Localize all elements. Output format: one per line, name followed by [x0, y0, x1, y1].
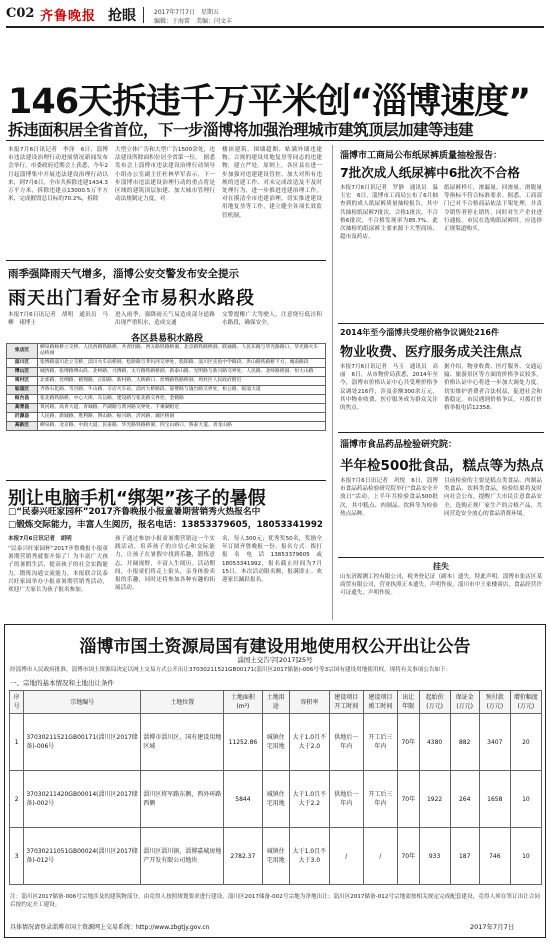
column-divider [332, 145, 333, 620]
table-cell: 933 [419, 828, 450, 885]
table-row [7, 422, 326, 431]
food-headline: 半年检500批食品，糕点等为热点 [340, 458, 544, 474]
table-cell: 开工后三年内 [363, 771, 397, 828]
divider [6, 140, 544, 141]
divider [6, 480, 326, 481]
land-notice-docno: 淄国土交告字[2017]25号 [237, 656, 313, 664]
land-notice-footnote: 注：淄川区2017储备-006号宗地涉及的建筑物部分，由竞得人按照规划要求进行建设。淄川区2017储备-002号宗地为净地出让；淄川区2017储备-012号宗地需按相关规定完成配套建设，竞得人须在签订出让合同后按约定开工建设。 [10, 894, 540, 909]
table-row [7, 344, 326, 359]
table-cell: 1922 [419, 771, 450, 828]
divider [338, 323, 544, 324]
table-cell: 70年 [397, 828, 419, 885]
weather-col-3: 交警提醒广大驾驶人，注意绕行低洼积水路段，确保安全。 [222, 312, 322, 327]
summer-col-3: 名，每人300元；优秀奖50名，奖励全年订阅齐鲁晚报一份。报名方式：拨打报名电话13853379605或18053341992，报名截止时间为7月15日。本次活动限名额，报满即止。欢迎家长踊跃报名。 [222, 536, 322, 584]
roads-cell: 柳泉路、北京路、中润大道、民泰路、华光路铁路桥洞、四宝山路口、鲁泰大道、青龙山路 [38, 422, 326, 431]
table-cell: 供地后一年内 [329, 714, 363, 771]
table-cell: 大于1.0且不大于2.2 [290, 771, 330, 828]
editor-line: 编辑：于海雷 美编：闫文丰 [154, 18, 233, 25]
table-cell: 70年 [397, 771, 419, 828]
district-cell: 张店区 [7, 344, 38, 359]
table-cell: 淄川区将军路东侧，西外环路西侧 [141, 771, 224, 828]
table-cell: 264 [450, 771, 479, 828]
table-cell: 2782.37 [224, 828, 262, 885]
roads-cell: 张北路铁路桥、中心大街、东岳路、建设路与张北路交界处、金鹤路 [38, 395, 326, 404]
waterlog-table-title: 各区县易积水路段 [130, 334, 203, 344]
column-header: 建设项目开工时间 [329, 691, 363, 714]
table-row [7, 386, 326, 395]
table-row [7, 395, 326, 404]
divider [338, 557, 544, 558]
table-cell: 大于1.0且不大于2.0 [290, 714, 330, 771]
summer-headline: 别让电脑手机“绑架”孩子的暑假 [8, 488, 266, 509]
table-cell: 10 [510, 771, 541, 828]
table-cell: 5844 [224, 771, 262, 828]
lead-headline: 146天拆违千万平米创“淄博速度” [8, 82, 531, 122]
price-col-2: 据介绍，物业收费、医疗服务、交通运输、旅游景区等方面的价格争议较多。价格认证中心将进一步加大调处力度，切实维护消费者合法权益，促进社会和谐稳定。市民遇到价格争议，可拨打价格举报电话12358。 [444, 364, 542, 412]
diaper-kicker: 淄博市工商局公布纸尿裤质量抽检报告： [340, 151, 503, 161]
summer-col-2: 孩子通过参加小报童暑期营销这一个实践活动，培养孩子的自信心和交际能力，让孩子在暑假中找到乐趣，锻炼意志，开阔视野，丰富人生阅历。活动期间，小报童们将走上街头，亲身体验卖报的乐趣，同时还将参加各种有趣的拓展活动。 [115, 536, 215, 592]
table-cell: 1 [10, 714, 24, 771]
table-row [10, 771, 542, 828]
roads-cell: 城西路、张博路博山段、北岭路、兴博路、太行路铁路桥洞、新泰山路、光明路与新兴路交界处、人民路、北岭路桥洞、恒大山路 [38, 368, 326, 377]
roads-cell: 人民路、新城路、胜利路、荆山路、振兴路、沂河路、城区桥洞 [38, 413, 326, 422]
table-cell: 37030211420GB00014(淄川区2017储备)-002号 [24, 771, 141, 828]
table-cell: 4380 [419, 714, 450, 771]
district-cell: 博山区 [7, 368, 38, 377]
food-col-1: 本报7月6日讯记者 巩悦 6日，淄博市食品药品检验研究院举行“食品安全开放日”活动，上半年共检验食品500批次，其中糕点、肉制品、饮料等为检验热点品种。 [340, 478, 438, 517]
table-row [7, 359, 326, 368]
district-cell: 沂源县 [7, 413, 38, 422]
district-cell: 淄川区 [7, 359, 38, 368]
district-cell: 高新区 [7, 422, 38, 431]
summer-byline: 本报7月6日讯记者 胡明 [8, 536, 72, 542]
table-cell: 187 [450, 828, 479, 885]
land-notice-intro: 经淄博市人民政府批准，淄博市国土资源局决定以网上交易方式公开出让37030211521GB00171(淄川区2017储备)-006号等3宗国有建设用地使用权。现将有关事项公告如下： [10, 667, 452, 673]
summer-subhead-1: □“民泰兴旺家园杯”2017齐鲁晚报小报童暑期营销秀火热报名中 [8, 507, 261, 517]
column-header: 建设项目竣工时间 [363, 691, 397, 714]
divider [338, 432, 544, 433]
district-cell: 高青县 [7, 404, 38, 413]
table-cell: 城镇住宅用地 [262, 714, 290, 771]
column-header: 序号 [10, 691, 24, 714]
column-header: 容积率 [290, 691, 330, 714]
date-line: 2017年7月7日 星期五 [154, 9, 219, 16]
land-parcel-table [9, 690, 542, 885]
column-header: 保证金(万元) [450, 691, 479, 714]
table-row [7, 377, 326, 386]
divider [6, 260, 326, 261]
table-cell: 20 [510, 714, 541, 771]
table-row [7, 404, 326, 413]
roads-cell: 柳泉路杨桥立交桥、人民西路铁路桥、共青团路、西五路铁路桥洞、北京路铁路桥洞、联通路、人民东路与华光路路口、华光路火车站桥洞 [38, 344, 326, 359]
weather-kicker: 雨季强降雨天气增多，淄博公安交警发布安全提示 [8, 268, 239, 280]
diaper-col-2: 纸尿裤样片，渗漏量、回渗量、滑脱量等指标不符合标准要求。据悉，工商部门已对不合格商品依法下架处理，并责令销售者停止销售，同时对生产企业进行通报。市民在选购纸尿裤时，应选择正规渠道购买。 [444, 185, 542, 233]
table-row [10, 714, 542, 771]
table-cell: 746 [479, 828, 510, 885]
lead-col-3: 楼顶建筑、围墙超期、贴满外墙违建物、合规的建设用地复垦等同志的违建物，建立严处。原则上，各区县在进一步加强对违建建设管控、加大对所有违规的违建工作、对未完成改造及不及时处理行为，进一步推进违建治理工作。对在摸清全市违建治理，切实推进建设用地复垦等工作，建立健全各项长效监管机制。 [222, 147, 322, 219]
roads-cell: 齐鲁石化路、雪宫路、牛山路、辛店火车站、淄河大桥路段、晏婴路与遄台路交界处、桓公路、临淄大道 [38, 386, 326, 395]
column-header: 出让年限 [397, 691, 419, 714]
table-cell: / [363, 828, 397, 885]
column-header: 宗地编号 [24, 691, 141, 714]
district-cell: 周村区 [7, 377, 38, 386]
roads-cell: 张博路淄川北立交桥、淄川火车站桥洞、松龄路与孝妇河交界处、般阳路、淄川区实验中学路段、洪山路铁路桥下方、城南路段 [38, 359, 326, 368]
table-header-row [10, 691, 542, 714]
price-headline: 物业收费、医疗服务成关注焦点 [340, 345, 523, 360]
column-header: 土地面积(m²) [224, 691, 262, 714]
food-col-2: 目前检验的主要是糕点类食品、肉制品类食品、饮料类食品，检验结果将及时向社会公布，提醒广大市民注意食品安全，选购正规厂家生产的合格产品，共同营造安全放心的食品消费环境。 [444, 478, 542, 517]
table-row [7, 368, 326, 377]
column-header: 预付款(万元) [479, 691, 510, 714]
price-col-1: 本报7月6日讯记者 马玉 通讯员 高丽 6日，从市物价局获悉，2014年至今，淄博市价格认证中心共受理价格争议调处216件，涉及金额300余万元，其中物业收费、医疗服务成为群众关注的焦点。 [340, 364, 438, 412]
district-cell: 桓台县 [7, 395, 38, 404]
diaper-headline: 7批次成人纸尿裤中6批次不合格 [340, 165, 520, 180]
land-notice-headline: 淄博市国土资源局国有建设用地使用权公开出让公告 [79, 637, 471, 657]
summer-subhead-2: □锻炼交际能力，丰富人生阅历，报名电话：13853379605，18053341992 [8, 520, 323, 530]
weather-headline: 雨天出门看好全市易积水路段 [8, 288, 255, 309]
table-cell: 37030211521GB00171(淄川区2017储备)-006号 [24, 714, 141, 771]
column-header: 增价幅度(万元) [510, 691, 541, 714]
lead-col-1: 本报7月6日讯记者 李泽 6日，淄博市违法建设治理行动进展情况新闻发布会举行。市委政府近期会上获悉，今年2月起淄博集中开展违法建设治理行动以来，到7月6日，全市共拆除违建1434.3万平方米，拆除违建点13000.5万平方米，完成摧毁总目标的70.2%，拆除 [8, 147, 108, 203]
table-cell: 城镇住宅用地 [262, 771, 290, 828]
land-notice-footer-link[interactable]: 具体情况请登录淄博市国土资源网上交易系统：http://www.zbgtjy.gov.cn [10, 924, 210, 931]
lead-subheadline: 拆违面积居全省首位，下一步淄博将加强治理城市建筑顶层加建等违建 [8, 121, 474, 139]
table-cell: 3407 [479, 714, 510, 771]
table-cell: 2 [10, 771, 24, 828]
table-cell: 3 [10, 828, 24, 885]
price-kicker: 2014年至今淄博共受理价格争议调处216件 [340, 328, 499, 337]
newspaper-logo: 齐鲁晚报 [40, 9, 97, 24]
table-cell: / [329, 828, 363, 885]
table-cell: 城镇住宅用地 [262, 828, 290, 885]
table-cell: 70年 [397, 714, 419, 771]
table-cell: 大于1.0且不大于3.0 [290, 828, 330, 885]
table-cell: 10 [510, 828, 541, 885]
table-cell: 882 [450, 714, 479, 771]
weather-col-2: 进入雨季，强降雨天气易造成部分道路出现严重积水，造成交通 [115, 312, 215, 327]
table-cell: 11252.86 [224, 714, 262, 771]
column-header: 土地用途 [262, 691, 290, 714]
lead-col-2: 大型立体广告和大型广告1500余处，违法建设所除面积位居全省第一位。 据悉发布会上淄博市违法建设治理行动领导小组办公室副主任杜林毕军表示，下一步淄博市违法建设治理行动的重点将是区域的建筑顶层加建、加大城市管理行动法规制定力度，对 [115, 147, 215, 203]
weather-byline: 本报7月6日讯记者 胡明 通讯员 马柳 褚博士 [8, 312, 108, 327]
table-cell: 开工后三年内 [363, 714, 397, 771]
column-header: 起始价(万元) [419, 691, 450, 714]
land-notice-date: 2017年7月7日 [470, 923, 515, 931]
land-notice-section: 一、宗地的基本情况和土地出让条件 [10, 679, 114, 687]
summer-col-1: “民泰兴旺家园杯”2017齐鲁晚报小报童暑期营销秀就要开始了！为丰富广大孩子的暑假生活，提高孩子的社会实践能力，锻炼沟通交流能力，本报联合民泰兴旺家园举办小报童暑期营销秀活动，欢迎广大家长为孩子报名参加。 [8, 546, 108, 594]
district-cell: 临淄区 [7, 386, 38, 395]
lost-notice-body: 山东济源测工控有限公司，税务登记证（副本）遗失，特此声明。淄博市张店区某商贸有限公司，营业执照正本遗失，声明作废。淄川市中王家楼商店，食品经营许可证遗失，声明作废。 [340, 574, 542, 597]
food-kicker: 淄博市食品药品检验研究院： [340, 440, 458, 450]
page-number: C02 [6, 6, 35, 21]
table-row [10, 828, 542, 885]
lost-notice-title: 挂失 [433, 562, 449, 571]
table-cell: 供地后一年内 [329, 771, 363, 828]
masthead [6, 4, 544, 28]
table-cell: 淄川区淄川镇，淄博嘉城房地产开发有限公司地块 [141, 828, 224, 885]
table-cell: 淄博市淄川区，国有建设用地区域 [141, 714, 224, 771]
section-name: 抢眼 [108, 8, 136, 24]
table-row [7, 413, 326, 422]
table-cell: 37030211051GB00024(淄川区2017储备)-012号 [24, 828, 141, 885]
roads-cell: 黄河路、高青大道、青城路、芦湖路与黄河路交界处、千乘湖附近 [38, 404, 326, 413]
diaper-col-1: 本报7月6日讯记者 罗静 通讯员 温玉宏 6日，淄博市工商局公布了6月抽查到的成人纸尿裤质量抽检报告，其中共抽检纸尿裤7批次，合格1批次，不合格6批次，不合格发现率为85.7%。此次抽检的纸尿裤主要来源于大型商场、超市及药店。 [340, 185, 438, 241]
roads-cell: 北郊路、丝绸路、鹤翔路、正阳路、新村路、大街路口、丝绸路铁路桥洞、周村区人民政府附近 [38, 377, 326, 386]
column-header: 土地位置 [141, 691, 224, 714]
table-cell: 1658 [479, 771, 510, 828]
waterlog-table [6, 343, 326, 431]
masthead-divider [143, 7, 144, 23]
